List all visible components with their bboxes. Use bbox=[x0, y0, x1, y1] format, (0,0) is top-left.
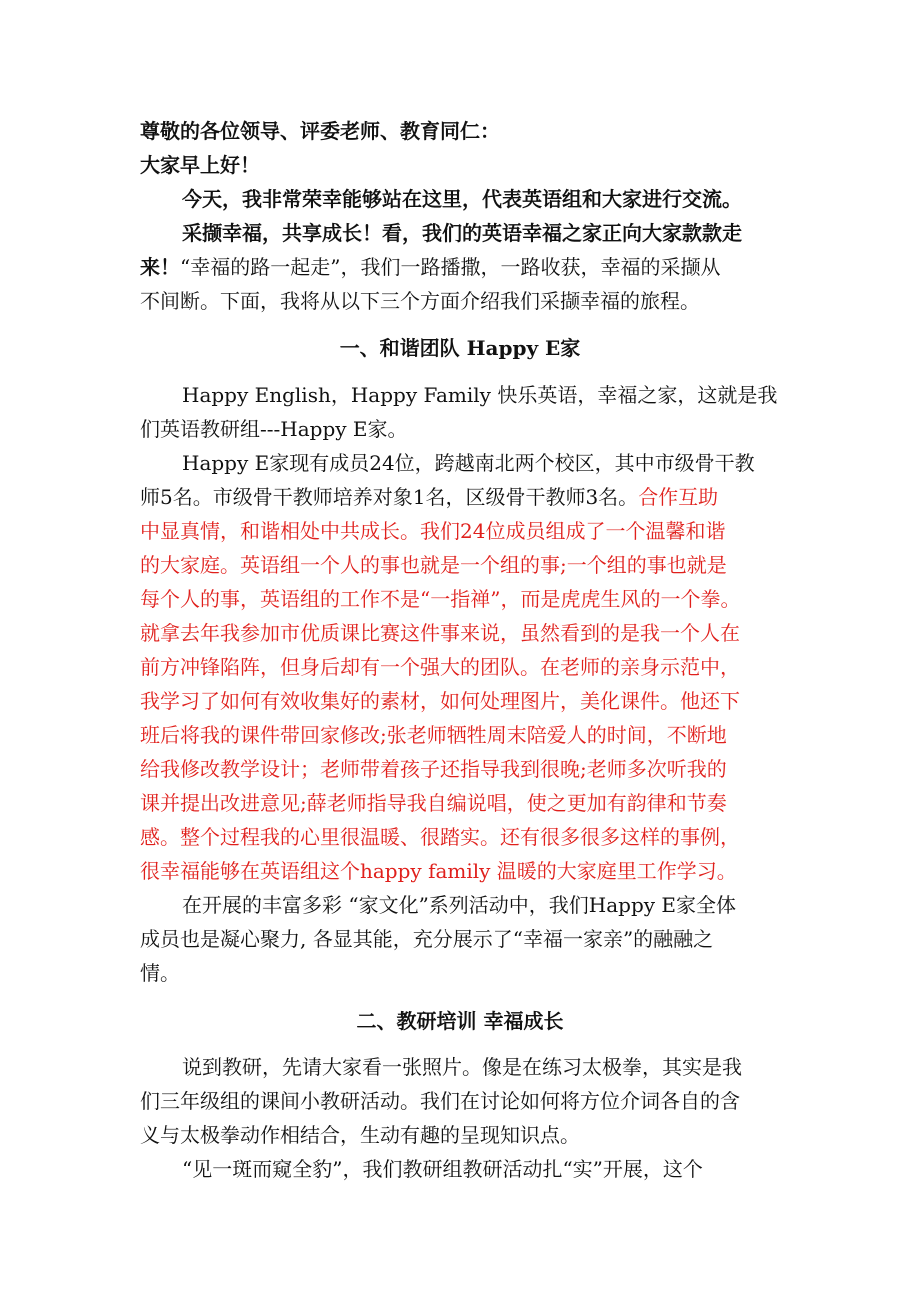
intro-line bbox=[140, 250, 780, 284]
intro-line: 采撷幸福，共享成长！看，我们的英语幸福之家正向大家款款走 bbox=[182, 221, 742, 245]
highlighted-line: 我学习了如何有效收集好的素材，如何处理图片，美化课件。他还下 bbox=[140, 689, 740, 713]
morning-greeting: 大家早上好！ bbox=[140, 153, 260, 177]
highlighted-line: 中显真情，和谐相处中共成长。我们24位成员组成了一个温馨和谐 bbox=[140, 519, 726, 543]
paragraph-line: “见一斑而窥全豹”，我们教研组教研活动扎“实”开展，这个 bbox=[182, 1157, 703, 1181]
highlighted-line: 很幸福能够在英语组这个happy family 温暖的大家庭里工作学习。 bbox=[140, 859, 737, 883]
paragraph-line: 说到教研，先请大家看一张照片。像是在练习太极拳，其实是我 bbox=[182, 1055, 742, 1079]
highlighted-line: 课并提出改进意见;薛老师指导我自编说唱，使之更加有韵律和节奏 bbox=[140, 791, 727, 815]
section-heading: 一、和谐团队 Happy E家 bbox=[339, 336, 581, 360]
paragraph-line: 义与太极拳动作相结合，生动有趣的呈现知识点。 bbox=[140, 1123, 580, 1147]
paragraph-line: Happy English，Happy Family 快乐英语，幸福之家，这就是我 bbox=[182, 383, 778, 407]
intro-bold-fragment: 来！ bbox=[140, 255, 180, 279]
intro-line: 今天，我非常荣幸能够站在这里，代表英语组和大家进行交流。 bbox=[182, 187, 742, 211]
highlighted-line: 每个人的事，英语组的工作不是“一指禅”，而是虎虎生风的一个拳。 bbox=[140, 587, 741, 611]
highlighted-line: 就拿去年我参加市优质课比赛这件事来说，虽然看到的是我一个人在 bbox=[140, 621, 740, 645]
paragraph-line: 情。 bbox=[140, 961, 180, 985]
paragraph-line: 们三年级组的课间小教研活动。我们在讨论如何将方位介词各自的含 bbox=[140, 1089, 740, 1113]
paragraph-fragment: 师5名。市级骨干教师培养对象1名，区级骨干教师3名。 bbox=[140, 485, 639, 509]
paragraph-line bbox=[140, 480, 780, 514]
section-heading: 二、教研培训 幸福成长 bbox=[356, 1009, 564, 1033]
paragraph-line: 在开展的丰富多彩 “家文化”系列活动中，我们Happy E家全体 bbox=[182, 893, 737, 917]
intro-line: 不间断。下面，我将从以下三个方面介绍我们采撷幸福的旅程。 bbox=[140, 289, 700, 313]
highlighted-line: 给我修改教学设计；老师带着孩子还指导我到很晚;老师多次听我的 bbox=[140, 757, 727, 781]
paragraph-line: 成员也是凝心聚力, 各显其能，充分展示了“幸福一家亲”的融融之 bbox=[140, 927, 714, 951]
salutation: 尊敬的各位领导、评委老师、教育同仁： bbox=[140, 119, 500, 143]
highlighted-line: 班后将我的课件带回家修改;张老师牺牲周末陪爱人的时间，不断地 bbox=[140, 723, 727, 747]
paragraph-line: Happy E家现有成员24位，跨越南北两个校区，其中市级骨干教 bbox=[182, 451, 755, 475]
highlighted-line: 前方冲锋陷阵，但身后却有一个强大的团队。在老师的亲身示范中， bbox=[140, 655, 740, 679]
intro-fragment: “幸福的路一起走”，我们一路播撒，一路收获，幸福的采撷从 bbox=[180, 255, 721, 279]
paragraph-line: 们英语教研组---Happy E家。 bbox=[140, 417, 408, 441]
highlighted-fragment: 合作互助 bbox=[638, 485, 719, 509]
highlighted-line: 的大家庭。英语组一个人的事也就是一个组的事;一个组的事也就是 bbox=[140, 553, 727, 577]
highlighted-line: 感。整个过程我的心里很温暖、很踏实。还有很多很多这样的事例， bbox=[140, 825, 740, 849]
